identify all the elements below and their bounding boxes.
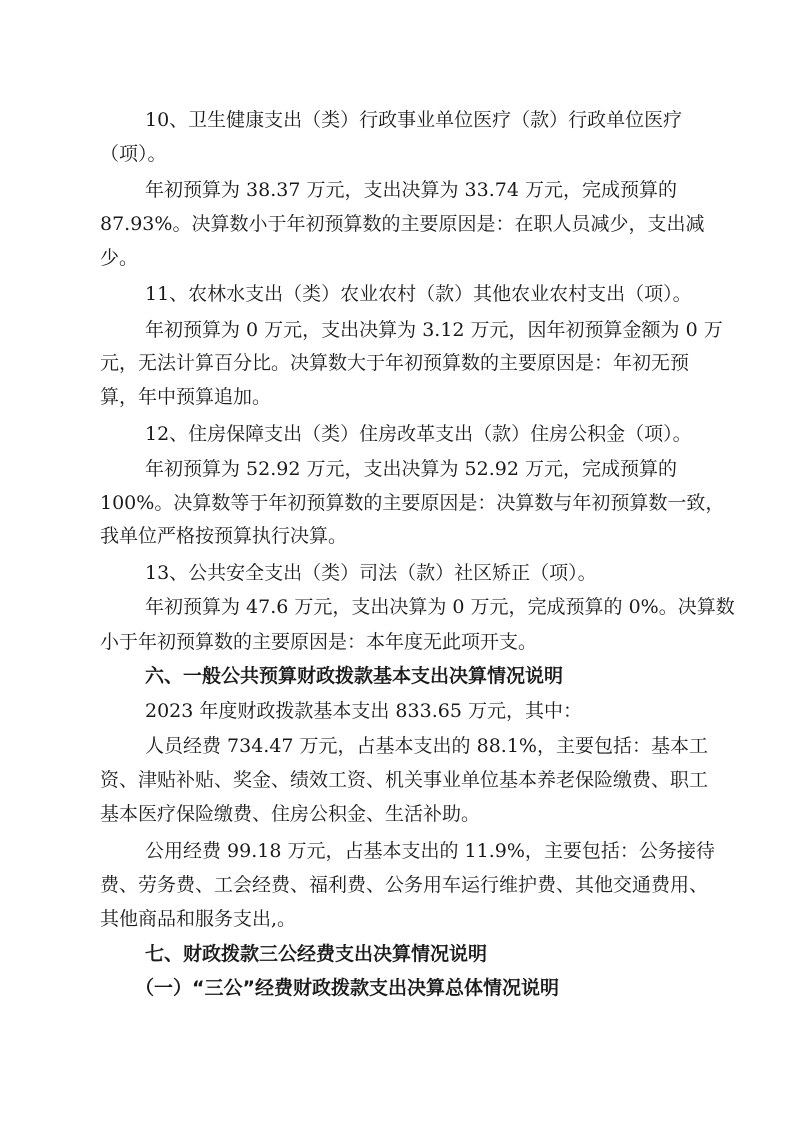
section-6-heading: 六、一般公共预算财政拨款基本支出决算情况说明	[145, 665, 564, 687]
item-10-title-line-2: （项）。	[100, 143, 167, 165]
item-12-title-line-1: 12、住房保障支出（类）住房改革支出（款）住房公积金（项）。	[145, 423, 692, 445]
section-6-public-line-2: 费、劳务费、工会经费、福利费、公务用车运行维护费、其他交通费用、	[100, 874, 709, 896]
section-6-personnel-line-2: 资、津贴补贴、奖金、绩效工资、机关事业单位基本养老保险缴费、职工	[100, 769, 709, 791]
item-13-body-line-1: 年初预算为 47.6 万元，支出决算为 0 万元，完成预算的 0%。决算数	[145, 596, 735, 618]
item-10-body-line-3: 少。	[100, 247, 139, 269]
item-12-body-line-1: 年初预算为 52.92 万元，支出决算为 52.92 万元，完成预算的	[145, 458, 677, 480]
section-6-personnel-line-1: 人员经费 734.47 万元，占基本支出的 88.1%，主要包括：基本工	[145, 735, 708, 757]
item-13-title-line-1: 13、公共安全支出（类）司法（款）社区矫正（项）。	[145, 562, 597, 584]
section-7-subheading-1: （一）“三公”经费财政拨款支出决算总体情况说明	[135, 977, 559, 999]
item-10-body-line-2: 87.93%。决算数小于年初预算数的主要原因是：在职人员减少，支出减	[100, 213, 705, 235]
item-10-title-line-1: 10、卫生健康支出（类）行政事业单位医疗（款）行政单位医疗	[145, 109, 683, 131]
section-6-public-line-1: 公用经费 99.18 万元，占基本支出的 11.9%，主要包括：公务接待	[145, 840, 715, 862]
section-6-public-line-3: 其他商品和服务支出,。	[100, 908, 297, 930]
item-12-body-line-3: 我单位严格按预算执行决算。	[100, 525, 348, 547]
section-6-total: 2023 年度财政拨款基本支出 833.65 万元，其中：	[145, 700, 582, 722]
item-11-body-line-3: 算，年中预算追加。	[100, 386, 272, 408]
item-12-body-line-2: 100%。决算数等于年初预算数的主要原因是：决算数与年初预算数一致，	[100, 492, 725, 514]
item-11-body-line-1: 年初预算为 0 万元，支出决算为 3.12 万元，因年初预算金额为 0 万	[145, 319, 723, 341]
section-6-personnel-line-3: 基本医疗保险缴费、住房公积金、生活补助。	[100, 803, 481, 825]
item-10-body-line-1: 年初预算为 38.37 万元，支出决算为 33.74 万元，完成预算的	[145, 179, 677, 201]
section-7-heading: 七、财政拨款三公经费支出决算情况说明	[145, 943, 488, 965]
item-11-title-line-1: 11、农林水支出（类）农业农村（款）其他农业农村支出（项）。	[145, 283, 692, 305]
item-11-body-line-2: 元，无法计算百分比。决算数大于年初预算数的主要原因是：年初无预	[100, 352, 690, 374]
item-13-body-line-2: 小于年初预算数的主要原因是：本年度无此项开支。	[100, 631, 538, 653]
